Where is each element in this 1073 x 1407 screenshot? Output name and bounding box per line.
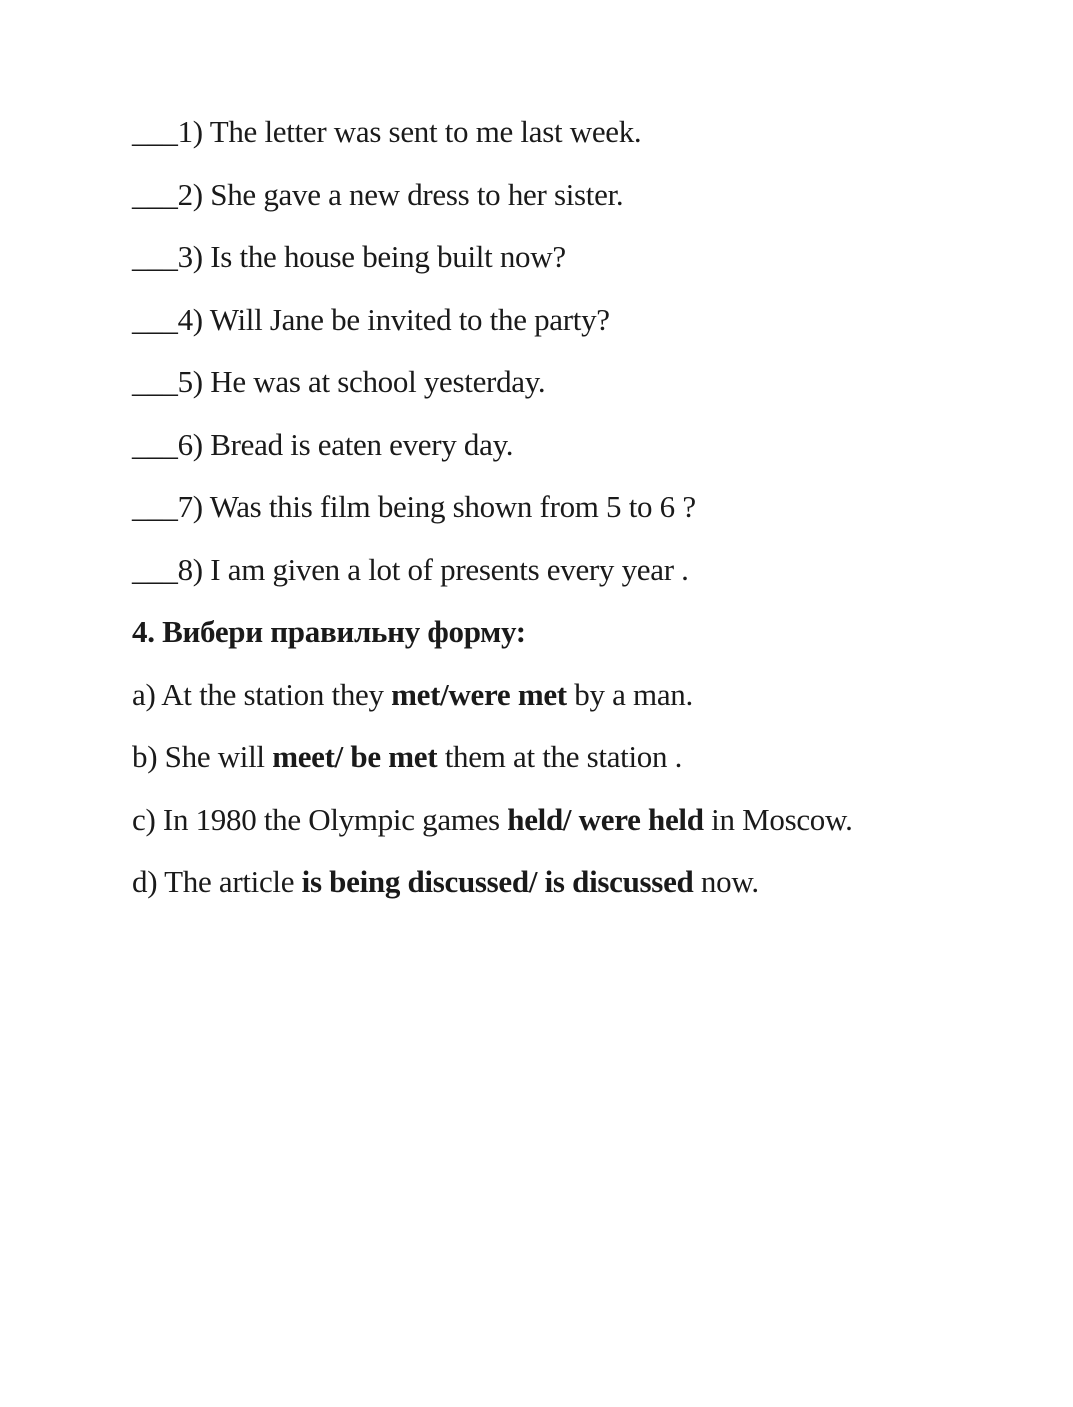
choice-text-after: in Moscow. bbox=[703, 801, 853, 837]
sentence-text: 5) He was at school yesterday. bbox=[177, 364, 546, 399]
sentence-text: 2) She gave a new dress to her sister. bbox=[177, 176, 624, 212]
choice-text-before: a) At the station they bbox=[132, 676, 392, 712]
choice-text-before: c) In 1980 the Olympic games bbox=[132, 801, 508, 837]
worksheet-page bbox=[132, 116, 1032, 929]
sentence-text: 8) I am given a lot of presents every year . bbox=[177, 551, 689, 587]
choice-text-before: b) She will bbox=[132, 739, 273, 774]
answer-blank[interactable]: ___ bbox=[132, 114, 178, 149]
sentence-7 bbox=[132, 491, 1032, 522]
answer-blank[interactable]: ___ bbox=[132, 426, 178, 462]
sentence-6 bbox=[132, 426, 1032, 462]
choice-text-before: d) The article bbox=[132, 864, 302, 899]
sentence-text: 1) The letter was sent to me last week. bbox=[177, 114, 642, 149]
sentence-5 bbox=[132, 366, 1032, 397]
sentence-8 bbox=[132, 551, 1032, 587]
choice-options[interactable]: is being discussed/ is discussed bbox=[301, 864, 694, 899]
choice-item-d bbox=[132, 866, 1032, 897]
choice-item-a bbox=[132, 676, 1032, 712]
choice-options[interactable]: met/were met bbox=[391, 676, 567, 712]
sentence-1 bbox=[132, 116, 1032, 147]
answer-blank[interactable]: ___ bbox=[132, 301, 178, 337]
sentence-text: 6) Bread is eaten every day. bbox=[177, 426, 514, 462]
answer-blank[interactable]: ___ bbox=[132, 489, 178, 524]
choice-options[interactable]: held/ were held bbox=[507, 801, 704, 837]
choice-item-c bbox=[132, 801, 1032, 837]
sentence-text: 4) Will Jane be invited to the party? bbox=[177, 301, 610, 337]
exercise-4-heading: 4. Вибери правильну форму: bbox=[132, 614, 526, 649]
sentence-4 bbox=[132, 301, 1032, 337]
sentence-2 bbox=[132, 176, 1032, 212]
choice-text-after: them at the station . bbox=[437, 739, 683, 774]
choice-item-b bbox=[132, 741, 1032, 772]
answer-blank[interactable]: ___ bbox=[132, 176, 178, 212]
answer-blank[interactable]: ___ bbox=[132, 551, 178, 587]
sentence-text: 3) Is the house being built now? bbox=[177, 239, 566, 274]
sentence-text: 7) Was this film being shown from 5 to 6 ? bbox=[177, 489, 696, 524]
choice-text-after: by a man. bbox=[566, 676, 693, 712]
answer-blank[interactable]: ___ bbox=[132, 239, 178, 274]
choice-options[interactable]: meet/ be met bbox=[272, 739, 438, 774]
sentence-3 bbox=[132, 241, 1032, 272]
choice-text-after: now. bbox=[693, 864, 759, 899]
answer-blank[interactable]: ___ bbox=[132, 364, 178, 399]
